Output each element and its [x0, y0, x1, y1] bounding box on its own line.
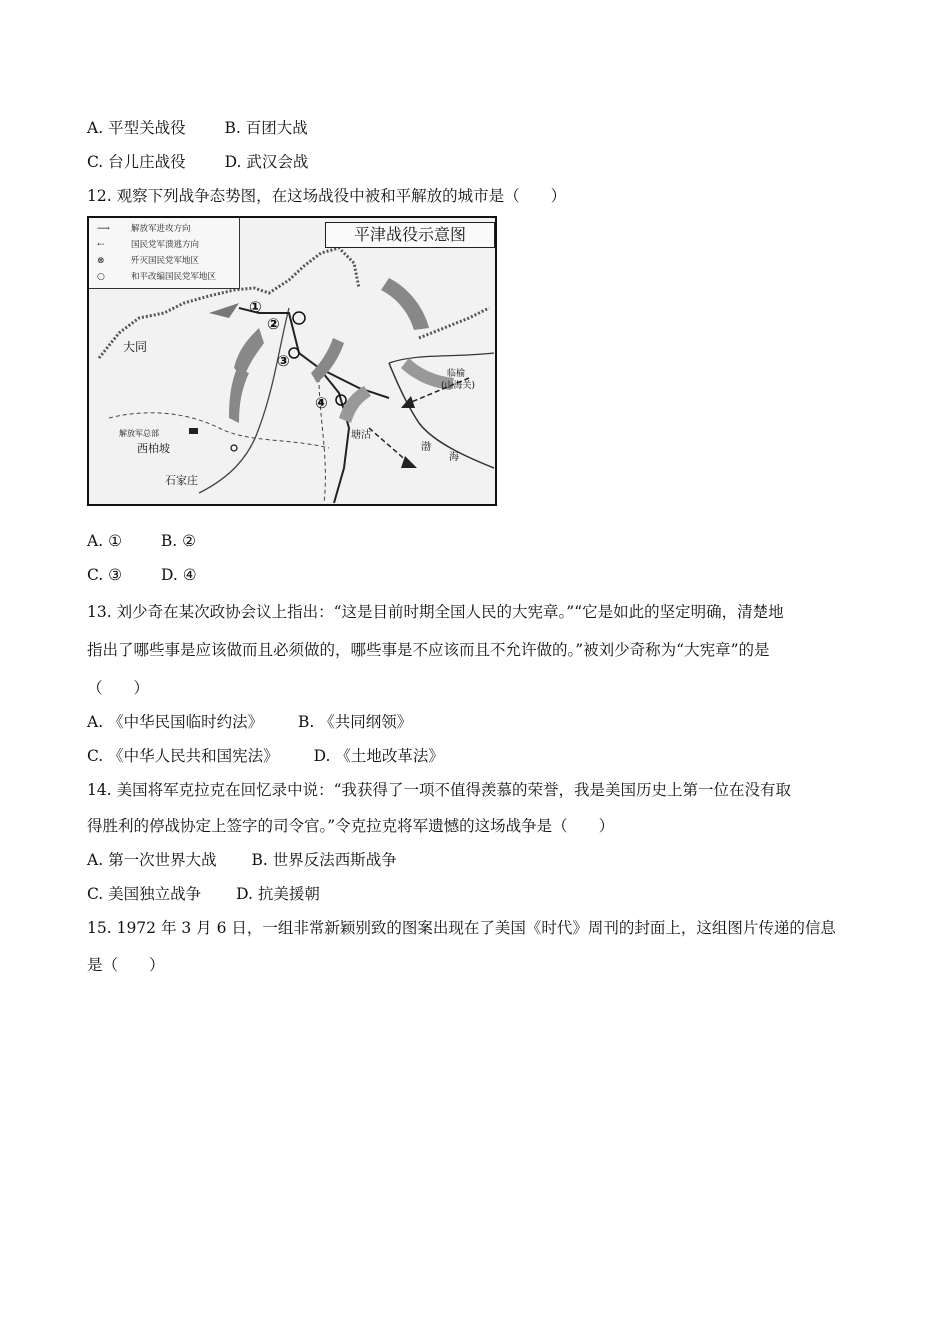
map-label-shijiazhuang: 石家庄: [165, 474, 198, 487]
q14-stem-line-2: 得胜利的停战协定上签字的司令官。”令克拉克将军遗憾的这场战争是（ ）: [87, 817, 615, 835]
q13-option-b[interactable]: B. 《共同纲领》: [298, 713, 413, 731]
map-title: 平津战役示意图: [325, 222, 495, 248]
q12-option-a[interactable]: A. ①: [87, 532, 122, 550]
legend-item-peaceful: ○ 和平改编国民党军地区: [97, 272, 217, 282]
q15-stem-line-2: 是（ ）: [87, 956, 165, 974]
q13-options-row-1: [87, 710, 412, 732]
q13-stem-line-3: （ ）: [87, 679, 150, 697]
q12-option-b[interactable]: B. ②: [160, 532, 197, 550]
q13-option-c[interactable]: C. 《中华人民共和国宪法》: [87, 747, 279, 765]
q13-option-d[interactable]: D. 《土地改革法》: [313, 747, 444, 765]
q11-option-d[interactable]: D. 武汉会战: [224, 153, 309, 171]
map-label-bo: 渤: [421, 442, 431, 453]
legend-symbol-icon: ⊗: [97, 256, 105, 266]
legend-item-retreat: ⇠ 国民党军溃逃方向: [97, 240, 200, 250]
q14-options-row-2: [87, 882, 320, 904]
q11-options-row-2: [87, 150, 308, 172]
map-label-xibaipo: 西柏坡: [137, 442, 170, 455]
map-marker-3: ③: [277, 352, 290, 370]
q14-option-a[interactable]: A. 第一次世界大战: [87, 851, 217, 869]
q14-stem-line-1: 14. 美国将军克拉克在回忆录中说：“我获得了一项不值得羡慕的荣誉，我是美国历史上第一位在没有取: [87, 781, 792, 799]
pingjin-campaign-map: [87, 216, 497, 506]
map-marker-1: ①: [249, 298, 262, 316]
map-label-hai: 海: [449, 452, 459, 463]
q13-option-a[interactable]: A. 《中华民国临时约法》: [87, 713, 264, 731]
q12-option-d[interactable]: D. ④: [161, 566, 197, 584]
q11-option-c[interactable]: C. 台儿庄战役: [87, 153, 186, 171]
map-marker-4: ④: [315, 394, 328, 412]
q14-options-row-1: [87, 848, 397, 870]
legend-symbol-icon: ⇠: [97, 240, 105, 250]
legend-item-attack: ⟶ 解放军进攻方向: [97, 224, 191, 234]
q12-option-c[interactable]: C. ③: [87, 566, 123, 584]
map-label-linyu: 临榆: [447, 369, 466, 379]
map-label-tanggu: 塘沽: [351, 430, 371, 441]
q12-options-row-2: [87, 566, 197, 584]
q13-stem-line-2: 指出了哪些事是应该做而且必须做的，哪些事是不应该而且不允许做的。”被刘少奇称为“大宪章”的是: [87, 641, 770, 659]
q14-option-b[interactable]: B. 世界反法西斯战争: [251, 851, 397, 869]
q11-option-a[interactable]: A. 平型关战役: [87, 119, 186, 137]
q14-option-d[interactable]: D. 抗美援朝: [236, 885, 320, 903]
q15-stem-line-1: 15. 1972 年 3 月 6 日，一组非常新颖别致的图案出现在了美国《时代》周刊的封面上，这组图片传递的信息: [87, 919, 836, 937]
q11-options-row-1: [87, 116, 308, 138]
map-label-datong: 大同: [123, 340, 148, 354]
map-legend: [89, 218, 240, 289]
map-label-hq: 解放军总部: [119, 429, 159, 438]
legend-item-annihilated: ⊗ 歼灭国民党军地区: [97, 256, 200, 266]
q12-stem: 12. 观察下列战争态势图，在这场战役中被和平解放的城市是（ ）: [87, 187, 567, 205]
q12-options-row-1: [87, 532, 196, 550]
q13-options-row-2: [87, 744, 444, 766]
legend-symbol-icon: ⟶: [97, 224, 110, 234]
q13-stem-line-1: 13. 刘少奇在某次政协会议上指出：“这是目前时期全国人民的大宪章。”“它是如此的坚定明确，清楚地: [87, 603, 784, 621]
q14-option-c[interactable]: C. 美国独立战争: [87, 885, 202, 903]
map-label-shanhaiguan: (山海关): [441, 381, 476, 391]
map-marker-2: ②: [267, 315, 280, 333]
q11-option-b[interactable]: B. 百团大战: [224, 119, 308, 137]
legend-symbol-icon: ○: [97, 272, 105, 282]
